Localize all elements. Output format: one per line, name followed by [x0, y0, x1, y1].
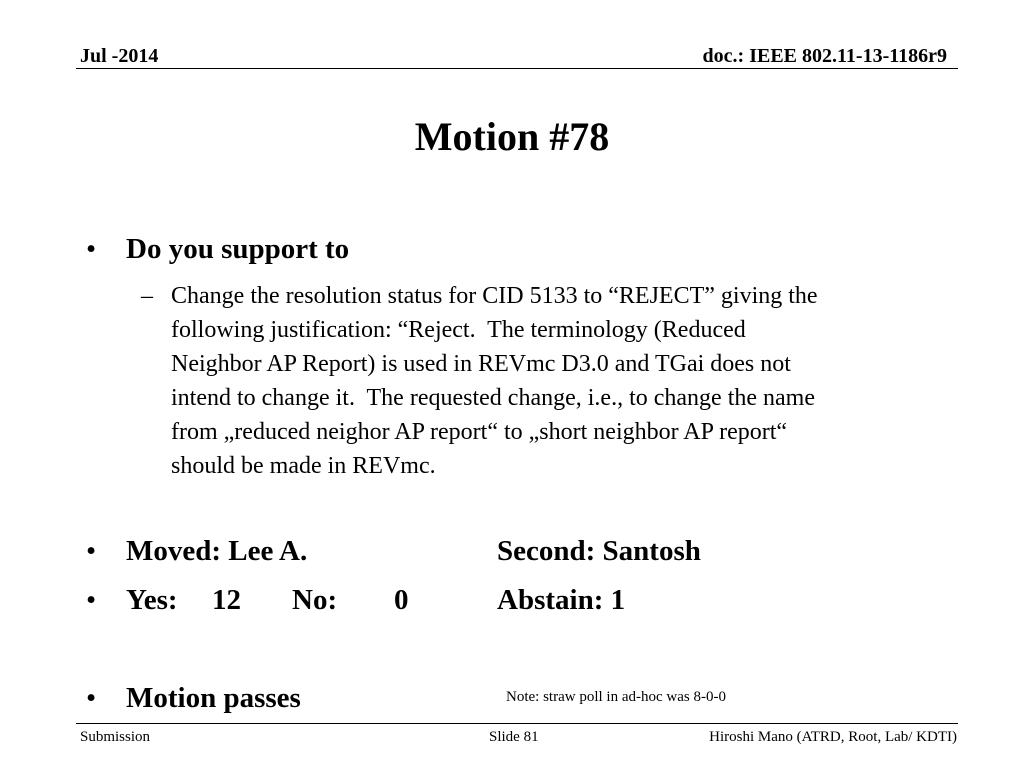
- bullet-marker: •: [86, 233, 97, 265]
- header-divider: [76, 68, 958, 69]
- footer-submission: Submission: [80, 729, 151, 745]
- footer-slide-number: Slide 81: [489, 729, 539, 745]
- motion-text-line: intend to change it. The requested change, i.e., to change the name: [171, 385, 815, 411]
- footer-divider: [76, 723, 958, 724]
- bullet-marker: •: [86, 682, 97, 714]
- seconded-by: Second: Santosh: [497, 535, 701, 567]
- yes-count: 12: [212, 584, 241, 616]
- motion-text-line: following justification: “Reject. The terminology (Reduced: [171, 317, 746, 343]
- header-doc-id: doc.: IEEE 802.11-13-1186r9: [702, 45, 947, 67]
- motion-text-line: from „reduced neighor AP report“ to „short neighbor AP report“: [171, 419, 788, 445]
- sub-bullet-marker: –: [141, 283, 153, 309]
- bullet-marker: •: [86, 535, 97, 567]
- motion-text-line: should be made in REVmc.: [171, 453, 436, 479]
- header-date: Jul -2014: [80, 45, 159, 67]
- bullet-marker: •: [86, 584, 97, 616]
- motion-text-line: Neighbor AP Report) is used in REVmc D3.0 and TGai does not: [171, 351, 791, 377]
- footer-author: Hiroshi Mano (ATRD, Root, Lab/ KDTI): [709, 729, 957, 745]
- motion-text-line: Change the resolution status for CID 5133 to “REJECT” giving the: [171, 283, 818, 309]
- no-label: No:: [292, 584, 338, 616]
- bullet-question-text: Do you support to: [126, 233, 350, 265]
- slide-title: Motion #78: [414, 114, 610, 159]
- abstain-count: Abstain: 1: [497, 584, 626, 616]
- yes-label: Yes:: [126, 584, 178, 616]
- straw-poll-note: Note: straw poll in ad-hoc was 8-0-0: [506, 689, 726, 705]
- motion-text: [171, 279, 951, 483]
- no-count: 0: [394, 584, 409, 616]
- motion-outcome: Motion passes: [126, 682, 301, 714]
- moved-by: Moved: Lee A.: [126, 535, 308, 567]
